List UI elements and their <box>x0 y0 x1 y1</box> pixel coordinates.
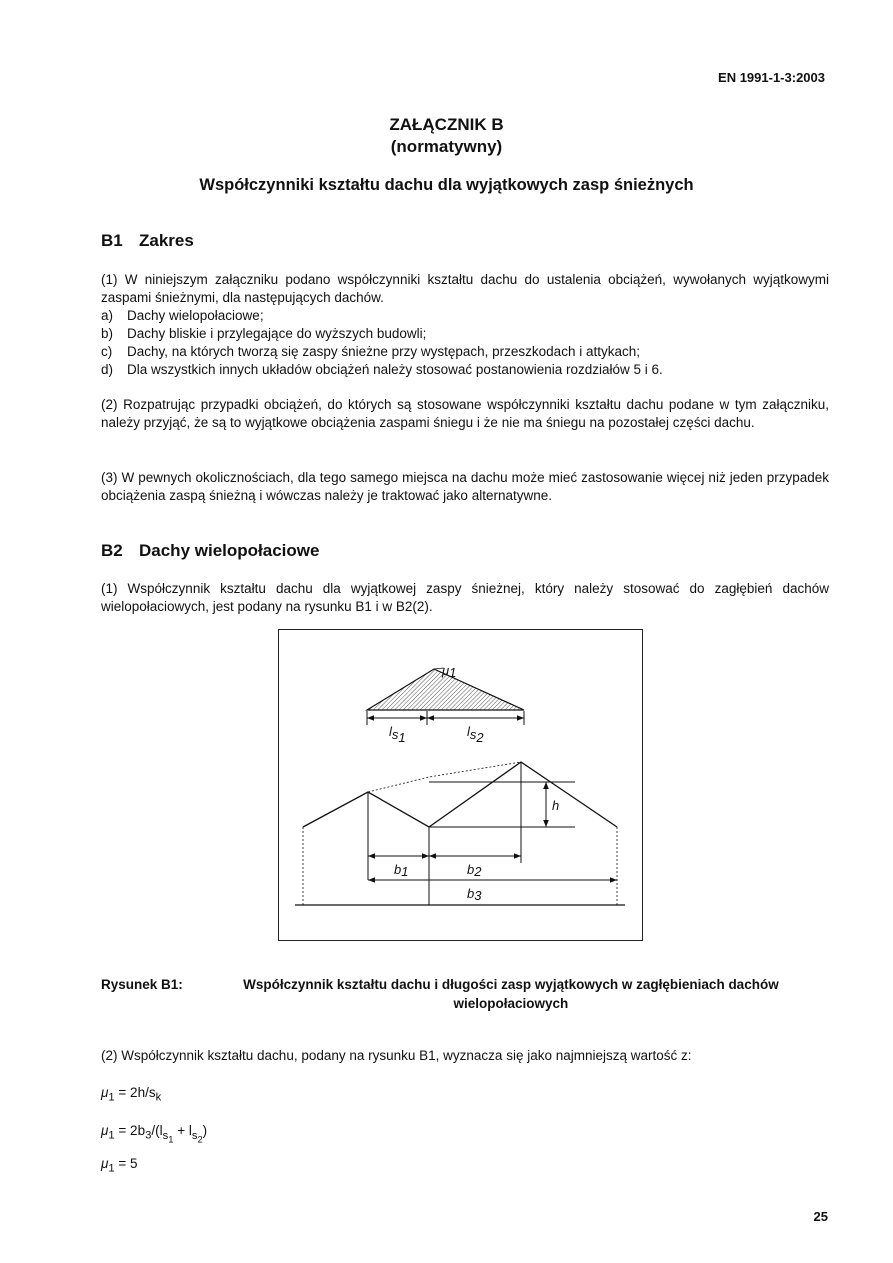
section-b2-title: Dachy wielopołaciowe <box>139 541 320 560</box>
figure-b1-drawing <box>279 630 644 942</box>
list-item <box>101 343 829 361</box>
list-text: Dachy wielopołaciowe; <box>127 308 264 323</box>
section-b2-number: B2 <box>101 541 123 560</box>
b1-label: b1 <box>394 862 409 879</box>
section-b1-heading <box>101 231 194 251</box>
eq2-s2-sub: 2 <box>197 1133 203 1144</box>
b1-paragraph-2: (2) Rozpatrując przypadki obciążeń, do których są stosowane współczynniki kształtu dachu podane w tym załączniku, należy przyjąć, że są to wyjątkowe obciążenia zaspami śniegu i że nie ma śniegu na pozostałej części dachu. <box>101 397 829 430</box>
eq1-rhs-sub: k <box>155 1091 162 1104</box>
list-marker: b) <box>101 326 114 341</box>
b2-paragraph-2: (2) Współczynnik kształtu dachu, podany na rysunku B1, wyznacza się jako najmniejszą wartość z: <box>101 1048 692 1063</box>
b1-paragraph-1: (1) W niniejszym załączniku podano współczynniki kształtu dachu do ustalenia obciążeń, wywołanych wyjątkowymi zaspami śnieżnymi, dla następujących dachów. <box>101 272 829 305</box>
ls2-label: ls2 <box>467 724 484 745</box>
section-b1-body <box>101 271 829 379</box>
list-marker: a) <box>101 308 114 323</box>
ls1-label: ls1 <box>389 724 406 745</box>
equation-3 <box>101 1156 138 1175</box>
annex-normative-label: (normatywny) <box>390 137 503 156</box>
eq2-mu: μ <box>101 1123 109 1138</box>
equation-2 <box>101 1123 207 1144</box>
eq3-mu-sub: 1 <box>108 1162 115 1175</box>
figure-caption <box>101 975 829 1013</box>
h-label: h <box>552 798 560 813</box>
b2-paragraph-1: (1) Współczynnik kształtu dachu dla wyjątkowej zaspy śnieżnej, który należy stosować do zagłębień dachów wielopołaciowych, jest podany na rysunku B1 i w B2(2). <box>101 581 829 614</box>
list-item <box>101 325 829 343</box>
section-b2-heading <box>101 541 319 561</box>
eq2-s2: s <box>191 1129 198 1142</box>
b2-label: b2 <box>467 862 482 879</box>
list-marker: d) <box>101 362 114 377</box>
eq3-rhs: = 5 <box>114 1156 138 1171</box>
eq1-rhs: = 2h/s <box>114 1085 156 1100</box>
eq1-mu-sub: 1 <box>108 1091 115 1104</box>
standard-code: EN 1991-1-3:2003 <box>718 70 825 85</box>
caption-text: Współczynnik kształtu dachu i długości zasp wyjątkowych w zagłębieniach dachów wielopołaciowych <box>243 977 779 1011</box>
list-text: Dla wszystkich innych układów obciążeń należy stosować postanowienia rozdziałów 5 i 6. <box>127 362 663 377</box>
figure-b1 <box>278 629 643 941</box>
annex-title: ZAŁĄCZNIK B <box>389 115 504 134</box>
equation-1 <box>101 1085 161 1104</box>
annex-subject-heading: Współczynniki kształtu dachu dla wyjątkowych zasp śnieżnych <box>199 176 694 194</box>
b3-label: b3 <box>467 886 482 903</box>
eq2-rhs2: /(l <box>151 1123 163 1138</box>
section-b1-title: Zakres <box>139 231 194 250</box>
list-text: Dachy, na których tworzą się zaspy śnieżne przy występach, przeszkodach i attykach; <box>127 344 640 359</box>
section-b1-number: B1 <box>101 231 123 250</box>
roof-profile <box>303 762 617 827</box>
eq3-mu: μ <box>101 1156 109 1171</box>
eq2-rhs: = 2b <box>114 1123 146 1138</box>
b1-paragraph-3: (3) W pewnych okolicznościach, dla tego samego miejsca na dachu może mieć zastosowanie więcej niż jeden przypadek obciążenia zaspą śnieżną i wówczas należy je traktować jako alternatywne. <box>101 470 829 503</box>
eq2-s1-sub: 1 <box>168 1133 174 1144</box>
list-marker: c) <box>101 344 113 359</box>
list-text: Dachy bliskie i przylegające do wyższych budowli; <box>127 326 427 341</box>
eq2-rhs-sub: 3 <box>145 1129 152 1142</box>
snow-surface-line <box>368 762 521 792</box>
mu1-label: μ1 <box>442 663 457 680</box>
caption-label: Rysunek B1: <box>101 977 183 992</box>
eq2-mu-sub: 1 <box>108 1129 115 1142</box>
eq2-s1: s <box>162 1129 169 1142</box>
page-number: 25 <box>813 1209 828 1224</box>
eq1-mu: μ <box>101 1085 109 1100</box>
list-item <box>101 307 829 325</box>
eq2-close: ) <box>202 1123 208 1138</box>
eq2-plus: + l <box>173 1123 192 1138</box>
list-item <box>101 361 829 379</box>
